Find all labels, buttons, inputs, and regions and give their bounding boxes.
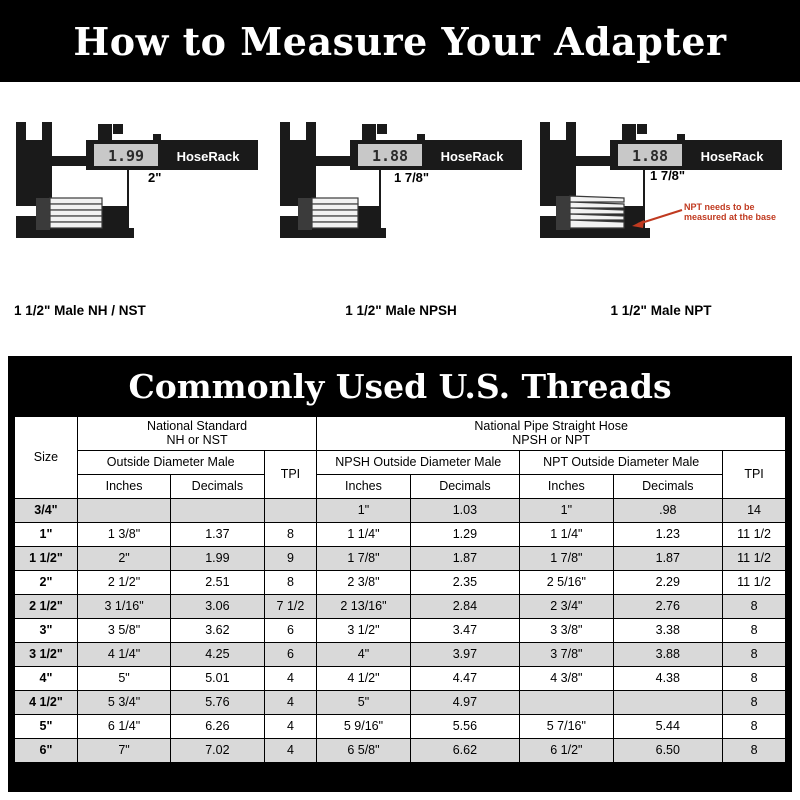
cell-nh-inches bbox=[77, 498, 170, 522]
cell-nh-decimals: 1.99 bbox=[171, 546, 264, 570]
cell-nh-inches: 3 1/16" bbox=[77, 594, 170, 618]
table-body bbox=[15, 498, 786, 762]
cell-nh-decimals: 6.26 bbox=[171, 714, 264, 738]
cell-npt-inches: 2 3/4" bbox=[520, 594, 613, 618]
caliper-reading-1: 1.99 bbox=[107, 147, 145, 165]
cell-size: 4" bbox=[15, 666, 78, 690]
diagram-caption-3: 1 1/2" Male NPT bbox=[610, 303, 712, 318]
cell-npt-inches: 4 3/8" bbox=[520, 666, 613, 690]
table-header-row-units bbox=[15, 474, 786, 498]
cell-size: 6" bbox=[15, 738, 78, 762]
table-row bbox=[15, 570, 786, 594]
header-npt-decimals: Decimals bbox=[613, 474, 723, 498]
cell-npt-decimals: .98 bbox=[613, 498, 723, 522]
cell-tpi: 8 bbox=[723, 594, 786, 618]
cell-size: 2 1/2" bbox=[15, 594, 78, 618]
cell-npsh-inches: 6 5/8" bbox=[317, 738, 410, 762]
cell-npsh-decimals: 4.47 bbox=[410, 666, 520, 690]
cell-size: 5" bbox=[15, 714, 78, 738]
cell-npsh-decimals: 5.56 bbox=[410, 714, 520, 738]
diagram-npsh bbox=[272, 110, 530, 318]
header-nh-outside-diameter: Outside Diameter Male bbox=[77, 450, 264, 474]
table-row bbox=[15, 618, 786, 642]
header-npsh-decimals: Decimals bbox=[410, 474, 520, 498]
cell-npt-inches bbox=[520, 690, 613, 714]
cell-nh-tpi: 8 bbox=[264, 522, 317, 546]
cell-npt-inches: 1 1/4" bbox=[520, 522, 613, 546]
header-npt-inches: Inches bbox=[520, 474, 613, 498]
cell-npt-decimals: 3.88 bbox=[613, 642, 723, 666]
cell-npsh-inches: 1" bbox=[317, 498, 410, 522]
caliper-illustration-1 bbox=[8, 110, 266, 280]
cell-nh-inches: 5 3/4" bbox=[77, 690, 170, 714]
cell-tpi: 11 1/2 bbox=[723, 546, 786, 570]
table-row bbox=[15, 594, 786, 618]
cell-nh-decimals: 7.02 bbox=[171, 738, 264, 762]
cell-npsh-decimals: 2.84 bbox=[410, 594, 520, 618]
cell-npsh-decimals: 3.97 bbox=[410, 642, 520, 666]
cell-nh-decimals: 5.01 bbox=[171, 666, 264, 690]
table-header bbox=[15, 417, 786, 499]
header-npsh-outside-diameter: NPSH Outside Diameter Male bbox=[317, 450, 520, 474]
header-national-pipe-straight-hose bbox=[317, 417, 786, 451]
diagram-caption-2: 1 1/2" Male NPSH bbox=[345, 303, 457, 318]
cell-npsh-inches: 4 1/2" bbox=[317, 666, 410, 690]
cell-nh-inches: 4 1/4" bbox=[77, 642, 170, 666]
cell-npsh-inches: 3 1/2" bbox=[317, 618, 410, 642]
cell-size: 2" bbox=[15, 570, 78, 594]
cell-npt-decimals: 5.44 bbox=[613, 714, 723, 738]
cell-nh-decimals: 3.06 bbox=[171, 594, 264, 618]
caliper-reading-2: 1.88 bbox=[371, 147, 409, 165]
cell-npt-inches: 2 5/16" bbox=[520, 570, 613, 594]
header-ns-line1: National Standard bbox=[147, 419, 248, 433]
cell-npt-decimals: 3.38 bbox=[613, 618, 723, 642]
cell-npt-decimals bbox=[613, 690, 723, 714]
cell-tpi: 8 bbox=[723, 666, 786, 690]
header-npsh-line1: National Pipe Straight Hose bbox=[474, 419, 628, 433]
cell-size: 3/4" bbox=[15, 498, 78, 522]
table-header-row-groups bbox=[15, 417, 786, 451]
cell-nh-inches: 1 3/8" bbox=[77, 522, 170, 546]
cell-tpi: 8 bbox=[723, 618, 786, 642]
cell-npt-inches: 6 1/2" bbox=[520, 738, 613, 762]
cell-npsh-decimals: 4.97 bbox=[410, 690, 520, 714]
threads-table bbox=[14, 416, 786, 763]
header-npsh-inches: Inches bbox=[317, 474, 410, 498]
cell-nh-tpi: 4 bbox=[264, 714, 317, 738]
diagram-npt bbox=[532, 110, 790, 318]
header-national-standard bbox=[77, 417, 316, 451]
page-title: How to Measure Your Adapter bbox=[73, 18, 727, 64]
cell-nh-tpi bbox=[264, 498, 317, 522]
cell-npt-inches: 3 7/8" bbox=[520, 642, 613, 666]
cell-npsh-inches: 2 3/8" bbox=[317, 570, 410, 594]
caliper-diagram-group bbox=[0, 82, 800, 350]
cell-npsh-inches: 5 9/16" bbox=[317, 714, 410, 738]
cell-nh-inches: 2" bbox=[77, 546, 170, 570]
cell-npt-decimals: 2.76 bbox=[613, 594, 723, 618]
header-nh-tpi: TPI bbox=[264, 450, 317, 498]
diagram-nh-nst bbox=[8, 110, 266, 318]
threads-section bbox=[8, 356, 792, 792]
cell-size: 3 1/2" bbox=[15, 642, 78, 666]
cell-nh-tpi: 6 bbox=[264, 642, 317, 666]
cell-tpi: 8 bbox=[723, 690, 786, 714]
measure-label-3: 1 7/8" bbox=[650, 168, 686, 183]
cell-nh-tpi: 9 bbox=[264, 546, 317, 570]
cell-nh-tpi: 4 bbox=[264, 690, 317, 714]
cell-tpi: 8 bbox=[723, 714, 786, 738]
cell-npt-inches: 1" bbox=[520, 498, 613, 522]
cell-npt-decimals: 1.87 bbox=[613, 546, 723, 570]
table-row bbox=[15, 522, 786, 546]
cell-npsh-inches: 1 1/4" bbox=[317, 522, 410, 546]
header-nh-decimals: Decimals bbox=[171, 474, 264, 498]
threads-heading: Commonly Used U.S. Threads bbox=[128, 366, 672, 406]
table-header-row-sub bbox=[15, 450, 786, 474]
cell-nh-inches: 6 1/4" bbox=[77, 714, 170, 738]
caliper-illustration-3 bbox=[532, 110, 790, 280]
table-row bbox=[15, 546, 786, 570]
cell-tpi: 8 bbox=[723, 738, 786, 762]
cell-npsh-decimals: 6.62 bbox=[410, 738, 520, 762]
cell-nh-tpi: 4 bbox=[264, 666, 317, 690]
cell-tpi: 14 bbox=[723, 498, 786, 522]
cell-nh-decimals: 1.37 bbox=[171, 522, 264, 546]
cell-npsh-decimals: 3.47 bbox=[410, 618, 520, 642]
caliper-brand-2: HoseRack bbox=[440, 149, 504, 164]
cell-tpi: 11 1/2 bbox=[723, 522, 786, 546]
caliper-illustration-2 bbox=[272, 110, 530, 280]
cell-nh-inches: 2 1/2" bbox=[77, 570, 170, 594]
caliper-brand-1: HoseRack bbox=[176, 149, 240, 164]
cell-nh-decimals: 4.25 bbox=[171, 642, 264, 666]
cell-npsh-inches: 5" bbox=[317, 690, 410, 714]
header-npt-outside-diameter: NPT Outside Diameter Male bbox=[520, 450, 723, 474]
cell-nh-tpi: 7 1/2 bbox=[264, 594, 317, 618]
cell-nh-inches: 5" bbox=[77, 666, 170, 690]
cell-nh-inches: 7" bbox=[77, 738, 170, 762]
cell-nh-decimals: 3.62 bbox=[171, 618, 264, 642]
cell-npt-decimals: 1.23 bbox=[613, 522, 723, 546]
cell-size: 3" bbox=[15, 618, 78, 642]
cell-nh-tpi: 8 bbox=[264, 570, 317, 594]
cell-tpi: 8 bbox=[723, 642, 786, 666]
caliper-reading-3: 1.88 bbox=[631, 147, 669, 165]
npt-base-note: NPT needs to be measured at the base bbox=[684, 202, 777, 223]
diagram-caption-1: 1 1/2" Male NH / NST bbox=[14, 303, 146, 318]
cell-npsh-inches: 1 7/8" bbox=[317, 546, 410, 570]
cell-nh-inches: 3 5/8" bbox=[77, 618, 170, 642]
cell-npsh-decimals: 1.87 bbox=[410, 546, 520, 570]
cell-npt-inches: 1 7/8" bbox=[520, 546, 613, 570]
header-npsh-line2: NPSH or NPT bbox=[512, 433, 591, 448]
table-row bbox=[15, 714, 786, 738]
header-npt-tpi: TPI bbox=[723, 450, 786, 498]
header-ns-line2: NH or NST bbox=[166, 433, 228, 448]
cell-nh-tpi: 6 bbox=[264, 618, 317, 642]
measure-label-1: 2" bbox=[148, 170, 162, 185]
header-nh-inches: Inches bbox=[77, 474, 170, 498]
cell-npt-inches: 3 3/8" bbox=[520, 618, 613, 642]
header-size: Size bbox=[15, 417, 78, 499]
table-row bbox=[15, 642, 786, 666]
cell-npsh-inches: 2 13/16" bbox=[317, 594, 410, 618]
table-row bbox=[15, 738, 786, 762]
caliper-brand-3: HoseRack bbox=[700, 149, 764, 164]
cell-npsh-decimals: 1.29 bbox=[410, 522, 520, 546]
measure-label-2: 1 7/8" bbox=[394, 170, 430, 185]
cell-nh-decimals bbox=[171, 498, 264, 522]
cell-size: 1" bbox=[15, 522, 78, 546]
cell-npsh-inches: 4" bbox=[317, 642, 410, 666]
page-banner bbox=[0, 0, 800, 82]
cell-nh-decimals: 2.51 bbox=[171, 570, 264, 594]
table-row bbox=[15, 666, 786, 690]
cell-npt-decimals: 2.29 bbox=[613, 570, 723, 594]
cell-size: 4 1/2" bbox=[15, 690, 78, 714]
cell-nh-decimals: 5.76 bbox=[171, 690, 264, 714]
cell-size: 1 1/2" bbox=[15, 546, 78, 570]
cell-npt-decimals: 6.50 bbox=[613, 738, 723, 762]
cell-npt-inches: 5 7/16" bbox=[520, 714, 613, 738]
cell-npt-decimals: 4.38 bbox=[613, 666, 723, 690]
cell-npsh-decimals: 2.35 bbox=[410, 570, 520, 594]
table-row bbox=[15, 690, 786, 714]
cell-npsh-decimals: 1.03 bbox=[410, 498, 520, 522]
cell-nh-tpi: 4 bbox=[264, 738, 317, 762]
cell-tpi: 11 1/2 bbox=[723, 570, 786, 594]
table-row bbox=[15, 498, 786, 522]
